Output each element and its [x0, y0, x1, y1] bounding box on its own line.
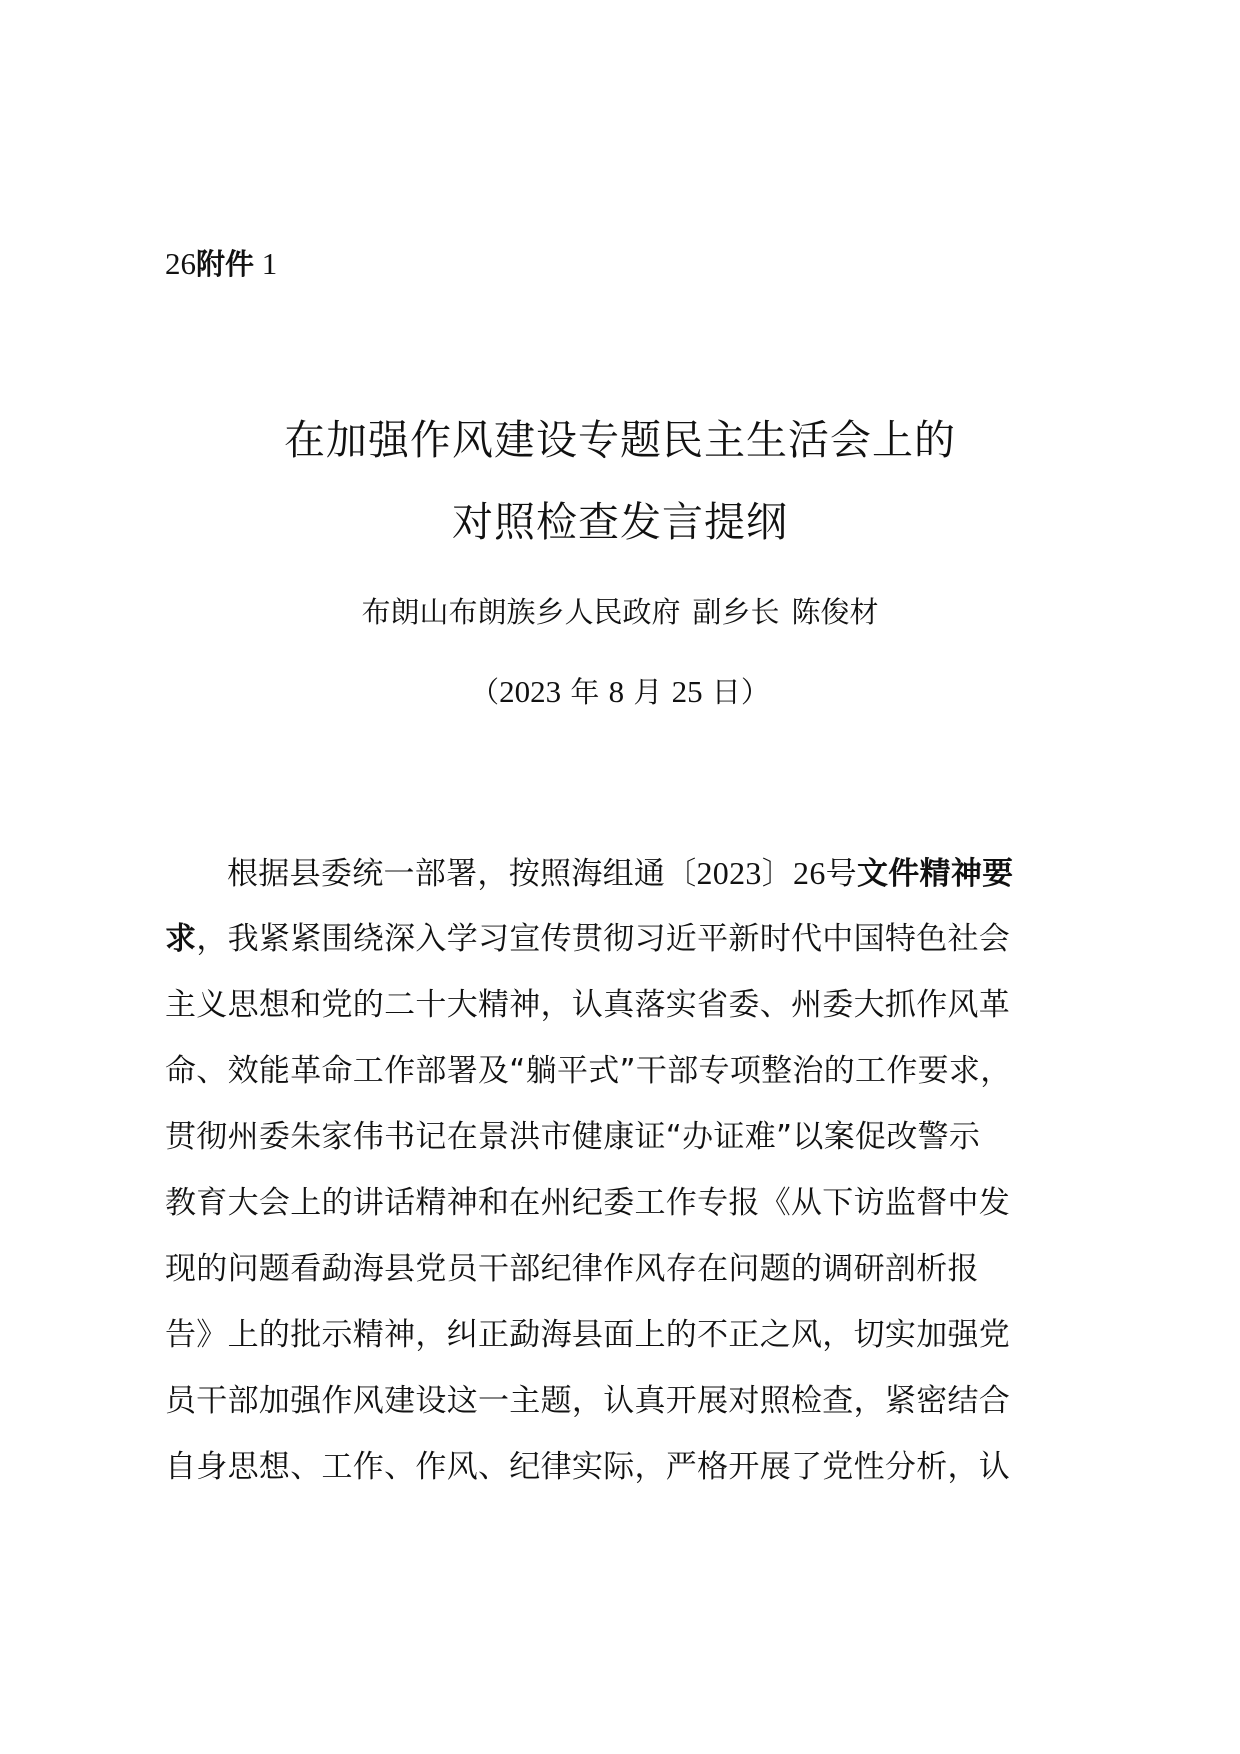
author-name: 陈俊材	[791, 595, 879, 629]
date-month: 8	[608, 674, 625, 709]
body-line-5: 贯彻州委朱家伟书记在景洪市健康证“办证难”以案促改警示	[165, 1119, 981, 1155]
body-line-2	[165, 906, 1075, 972]
body-line-1-a: 根据县委统一部署，按照海组通〔	[227, 856, 697, 892]
author-position: 副乡长	[692, 595, 780, 629]
body-line-9: 员干部加强作风建设这一主题，认真开展对照检查，紧密结合	[165, 1383, 1011, 1419]
date-close: ）	[740, 675, 770, 709]
author-line	[0, 592, 1240, 632]
author-organization: 布朗山布朗族乡人民政府	[361, 595, 681, 629]
body-line-8: 告》上的批示精神，纠正勐海县面上的不正之风，切实加强党	[165, 1317, 1011, 1353]
date-year: 2023	[499, 674, 562, 709]
date-year-unit: 年	[570, 675, 600, 709]
body-line-3: 主义思想和党的二十大精神，认真落实省委、州委大抓作风革	[165, 987, 1011, 1023]
body-line-7: 现的问题看勐海县党员干部纪律作风存在问题的调研剖析报	[165, 1251, 979, 1287]
document-title-line-1: 在加强作风建设专题民主生活会上的	[284, 416, 956, 464]
date-day: 25	[671, 674, 703, 709]
attachment-prefix: 26	[165, 246, 196, 281]
body-line-1-d: 文件精神要	[856, 856, 1014, 892]
body-line-10: 自身思想、工作、作风、纪律实际，严格开展了党性分析，认	[165, 1449, 1011, 1485]
date-month-unit: 月	[633, 675, 663, 709]
body-paragraph	[165, 840, 1075, 1500]
body-line-6: 教育大会上的讲话精神和在州纪委工作专报《从下访监督中发	[165, 1185, 1011, 1221]
document-date	[0, 672, 1240, 712]
body-line-1	[165, 840, 1075, 906]
body-line-2-b: ，我紧紧围绕深入学习宣传贯彻习近平新时代中国特色社会	[196, 921, 1011, 957]
attachment-label	[165, 244, 277, 284]
date-day-unit: 日	[711, 675, 741, 709]
attachment-number: 1	[261, 246, 278, 281]
body-line-1-b: 〕	[761, 856, 794, 892]
body-line-1-c: 号	[825, 856, 857, 892]
body-line-2-a: 求	[165, 921, 197, 957]
attachment-word: 附件	[196, 247, 255, 281]
date-open: （	[470, 675, 500, 709]
body-line-1-num: 26	[793, 855, 826, 891]
document-title-line-2: 对照检查发言提纲	[452, 498, 788, 546]
body-line-1-year: 2023	[696, 855, 762, 891]
body-line-4: 命、效能革命工作部署及“躺平式”干部专项整治的工作要求，	[165, 1053, 1012, 1089]
